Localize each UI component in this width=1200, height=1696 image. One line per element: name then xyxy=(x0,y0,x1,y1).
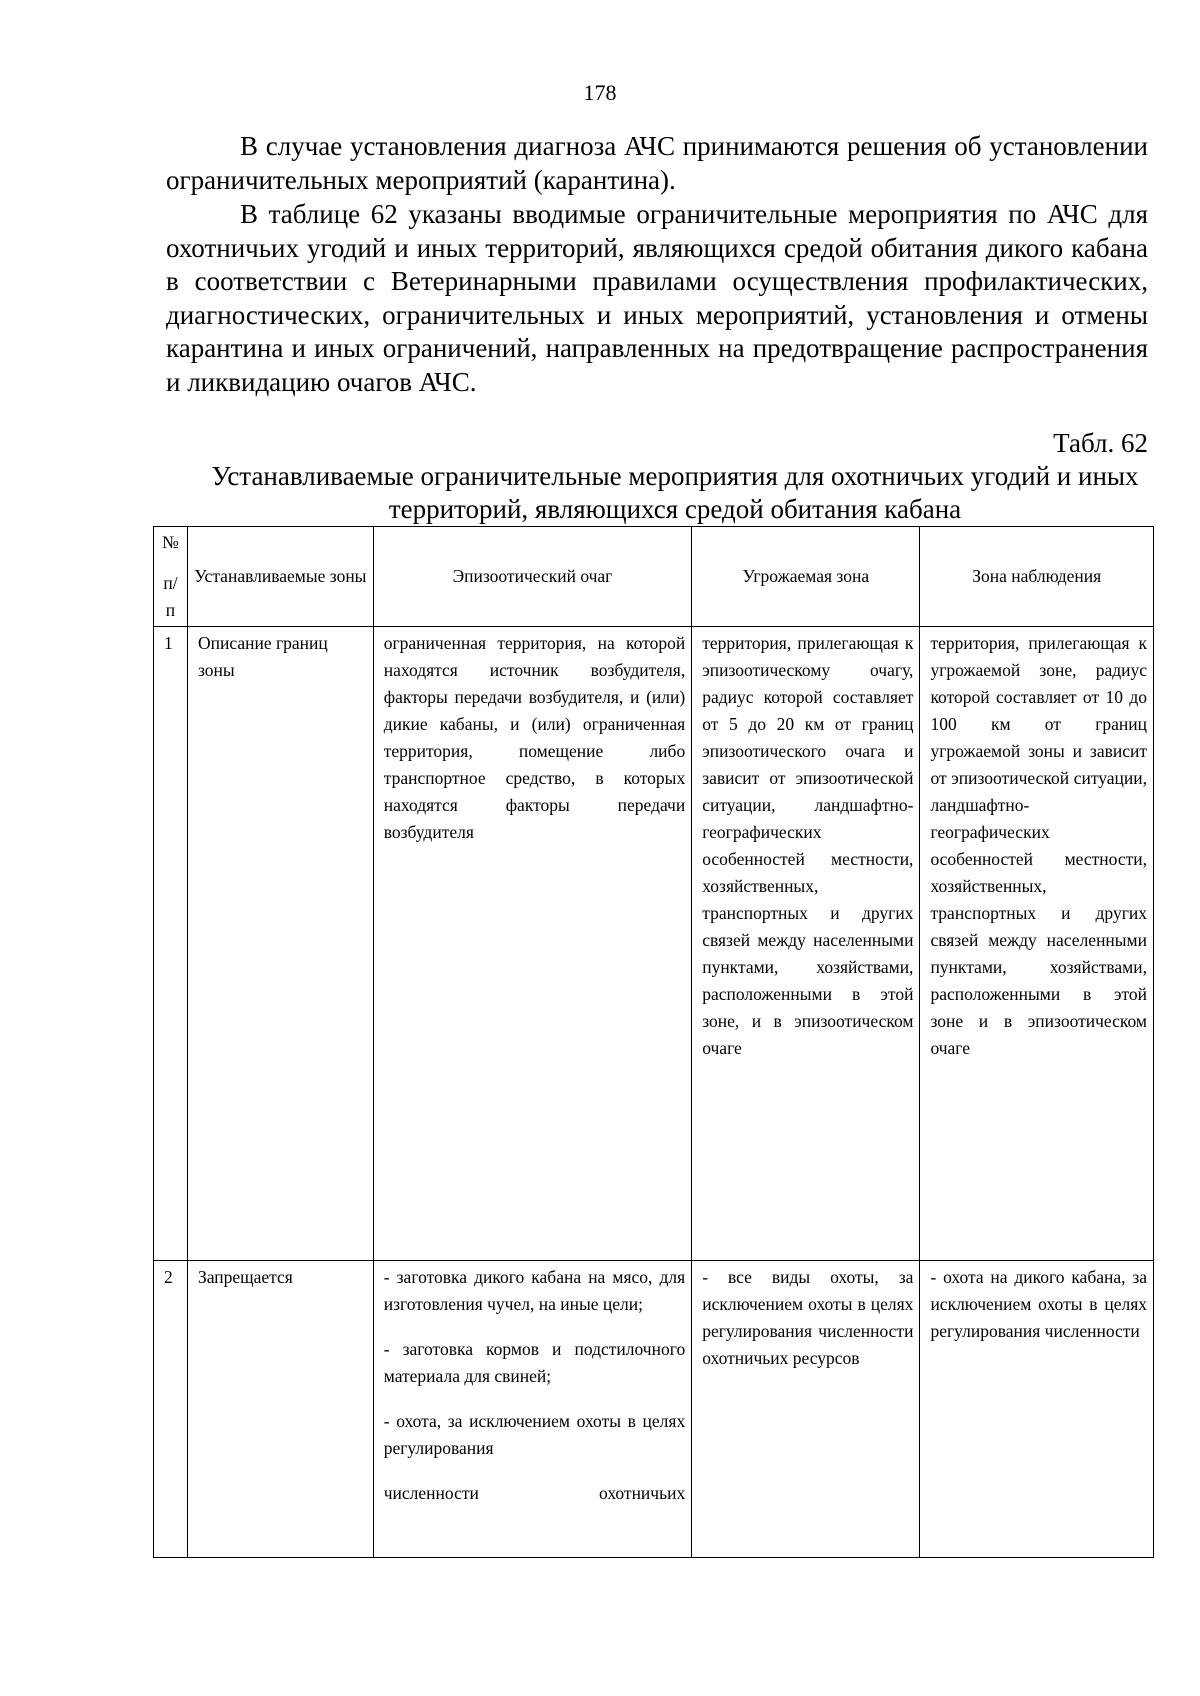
table-header-row xyxy=(154,527,1154,627)
header-number-sign: № xyxy=(162,532,179,552)
row-threat-zone: - все виды охоты, за исключением охоты в целях регулирования численности охотничьих ресурсов xyxy=(692,1261,920,1558)
paragraph-decision: В случае установления диагноза АЧС принимаются решения об установлении ограничительных мероприятий (карантина). xyxy=(166,131,1148,195)
prohibition-item: - заготовка дикого кабана на мясо, для изготовления чучел, на иные цели; xyxy=(383,1267,686,1314)
header-focus: Эпизоотический очаг xyxy=(373,527,691,627)
page-number: 178 xyxy=(583,80,617,105)
row-observation-zone: территория, прилегающая к угрожаемой зоне, радиус которой составляет от 10 до 100 км от границ угрожаемой зоны и зависит от эпизоотической ситуации, ландшафтно-географических особенностей местности, хозяйственных, транспортных и других связей между населенными пунктами, хозяйствами, расположенными в этой зоне и в эпизоотическом очаге xyxy=(920,627,1154,1261)
row-focus xyxy=(373,1261,691,1558)
row-number: 2 xyxy=(154,1261,188,1558)
table-row xyxy=(154,627,1154,1261)
header-zones: Устанавливаемые зоны xyxy=(187,527,373,627)
prohibition-item-text: численности охотничьих xyxy=(383,1483,686,1503)
row-focus: ограниченная территория, на которой находятся источник возбудителя, факторы передачи возбудителя, и (или) дикие кабаны, и (или) ограниченная территория, помещение либо транспортное средство, в которых находятся факторы передачи возбудителя xyxy=(373,627,691,1261)
row-observation-zone: - охота на дикого кабана, за исключением охоты в целях регулирования численности xyxy=(920,1261,1154,1558)
table-title: Устанавливаемые ограничительные мероприятия для охотничьих угодий и иных территорий, являющихся средой обитания кабана xyxy=(211,461,1139,524)
header-number xyxy=(154,527,188,627)
table-row xyxy=(154,1261,1154,1558)
prohibition-item xyxy=(384,1480,685,1507)
table-label: Табл. 62 xyxy=(1053,428,1148,458)
row-number: 1 xyxy=(154,627,188,1261)
row-zone: Запрещается xyxy=(187,1261,373,1558)
restrictions-table xyxy=(153,526,1154,1558)
row-threat-zone: территория, прилегающая к эпизоотическому очагу, радиус которой составляет от 5 до 20 км от границ эпизоотического очага и зависит от эпизоотической ситуации, ландшафтно-географических особенностей местности, хозяйственных, транспортных и других связей между населенными пунктами, хозяйствами, расположенными в этой зоне, и в эпизоотическом очаге xyxy=(692,627,920,1261)
header-observation-zone: Зона наблюдения xyxy=(920,527,1154,627)
header-threat-zone: Угрожаемая зона xyxy=(692,527,920,627)
header-number-pp: п/п xyxy=(163,573,178,620)
prohibition-item: - охота, за исключением охоты в целях регулирования xyxy=(383,1411,686,1458)
prohibition-item: - заготовка кормов и подстилочного материала для свиней; xyxy=(383,1339,686,1386)
paragraph-table-intro: В таблице 62 указаны вводимые ограничительные мероприятия по АЧС для охотничьих угодий и иных территорий, являющихся средой обитания дикого кабана в соответствии с Ветеринарными правилами осуществления профилактических, диагностических, ограничительных и иных мероприятий, установления и отмены карантина и иных ограничений, направленных на предотвращение распространения и ликвидацию очагов АЧС. xyxy=(166,199,1148,397)
row-zone: Описание границ зоны xyxy=(187,627,373,1261)
